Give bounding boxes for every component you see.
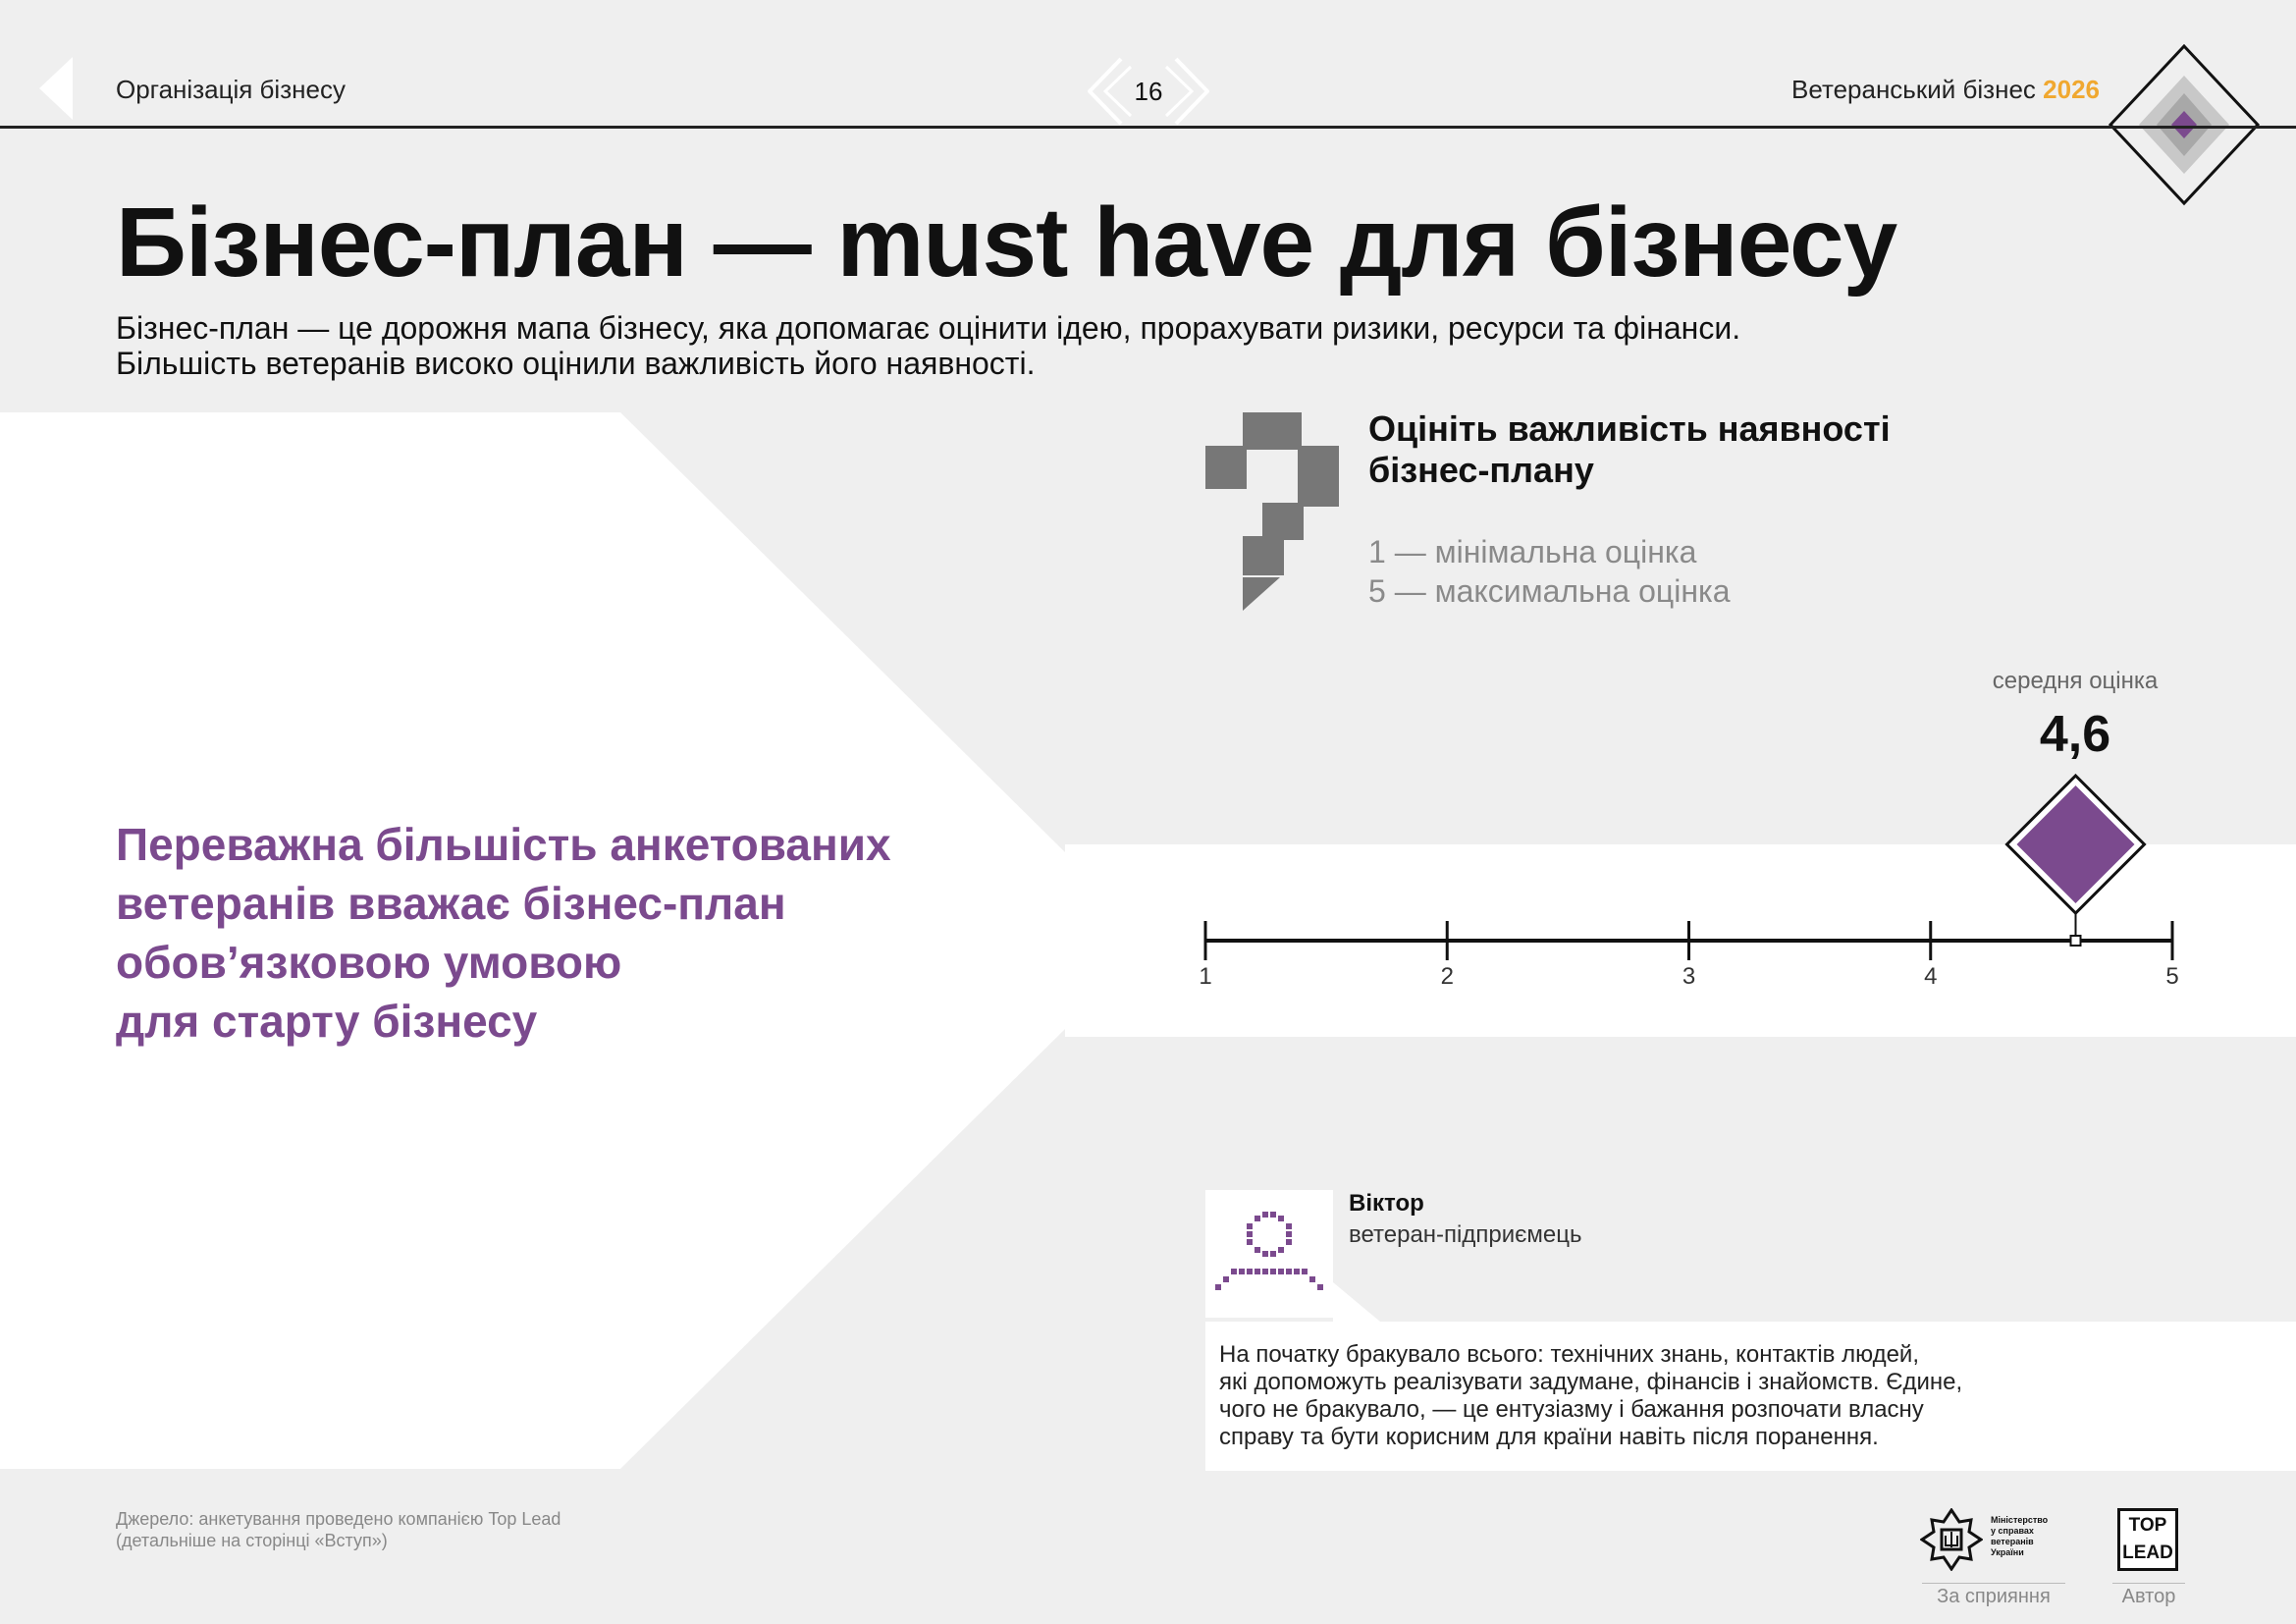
average-value: 4,6	[2039, 706, 2111, 763]
person-name: Віктор	[1349, 1190, 1424, 1217]
average-marker-diamond	[2017, 785, 2135, 903]
top-lead-logo-line: TOP	[2128, 1515, 2167, 1536]
source-line: (детальніше на сторінці «Вступ»)	[116, 1531, 388, 1550]
scale-max-note: 5 — максимальна оцінка	[1368, 573, 1731, 609]
key-finding-line: Переважна більшість анкетованих	[116, 819, 891, 870]
subtitle-line: Більшість ветеранів високо оцінили важливість його наявності.	[116, 346, 1036, 381]
quote-line: чого не бракувало, — це ентузіазму і бажання розпочати власну	[1219, 1396, 1924, 1423]
scale-tick-label: 2	[1440, 963, 1454, 990]
person-role: ветеран-підприємець	[1349, 1221, 1582, 1248]
question-title-line: Оцініть важливість наявності	[1368, 408, 1891, 449]
key-finding-line: для старту бізнесу	[116, 996, 538, 1047]
brand-title	[1791, 75, 2100, 105]
question-title-line: бізнес-плану	[1368, 450, 1594, 490]
author-label: Автор	[2112, 1583, 2185, 1608]
scale-tick-label: 1	[1199, 963, 1212, 990]
scale-tick-label: 3	[1682, 963, 1696, 990]
scale-tick-label: 5	[2165, 963, 2179, 990]
ministry-line: у справах	[1991, 1526, 2034, 1536]
quote-line: На початку бракувало всього: технічних знань, контактів людей,	[1219, 1341, 1920, 1368]
key-finding	[116, 815, 1097, 1051]
top-lead-logo-line: LEAD	[2122, 1543, 2173, 1563]
scale-tick-label: 4	[1924, 963, 1938, 990]
person-icon	[1205, 1190, 1333, 1318]
ministry-line: ветеранів	[1991, 1537, 2034, 1546]
speech-bubble-tail-icon	[1333, 1282, 1382, 1324]
ministry-emblem-icon	[1920, 1508, 1983, 1571]
subtitle-line: Бізнес-план — це дорожня мапа бізнесу, яка допомагає оцінити ідею, прорахувати ризики, ресурси та фінанси.	[116, 310, 1741, 346]
key-finding-line: обов’язковою умовою	[116, 937, 622, 988]
source-note	[116, 1508, 803, 1551]
sponsor-label: За сприяння	[1922, 1583, 2065, 1608]
top-lead-logo	[2117, 1508, 2178, 1571]
brand-name: Ветеранський бізнес	[1791, 75, 2036, 104]
question-scale-legend	[1368, 532, 1731, 611]
source-line: Джерело: анкетування проведено компанією Top Lead	[116, 1509, 561, 1529]
average-marker-point	[2071, 936, 2081, 946]
ministry-line: Міністерство	[1991, 1515, 2049, 1525]
section-title: Організація бізнесу	[116, 75, 346, 104]
question-mark-icon	[1205, 412, 1339, 613]
question-title	[1368, 408, 1957, 491]
ministry-line: України	[1991, 1547, 2024, 1557]
ministry-name	[1991, 1515, 2069, 1558]
page-title: Бізнес-план — must have для бізнесу	[116, 188, 1897, 298]
key-finding-line: ветеранів вважає бізнес-план	[116, 878, 786, 929]
quote-line: які допоможуть реалізувати задумане, фінансів і знайомств. Єдине,	[1219, 1369, 1963, 1395]
quote-line: справу та бути корисним для країни навіть після поранення.	[1219, 1424, 1879, 1450]
average-label: середня оцінка	[1992, 668, 2159, 694]
brand-year: 2026	[2043, 75, 2100, 104]
page-number: 16	[1134, 77, 1163, 106]
arrow-panel-shape	[0, 0, 1178, 1473]
quote-text	[1219, 1341, 2044, 1451]
rating-scale-chart	[1178, 766, 2218, 1001]
avatar	[1205, 1190, 1333, 1318]
scale-min-note: 1 — мінімальна оцінка	[1368, 534, 1697, 569]
